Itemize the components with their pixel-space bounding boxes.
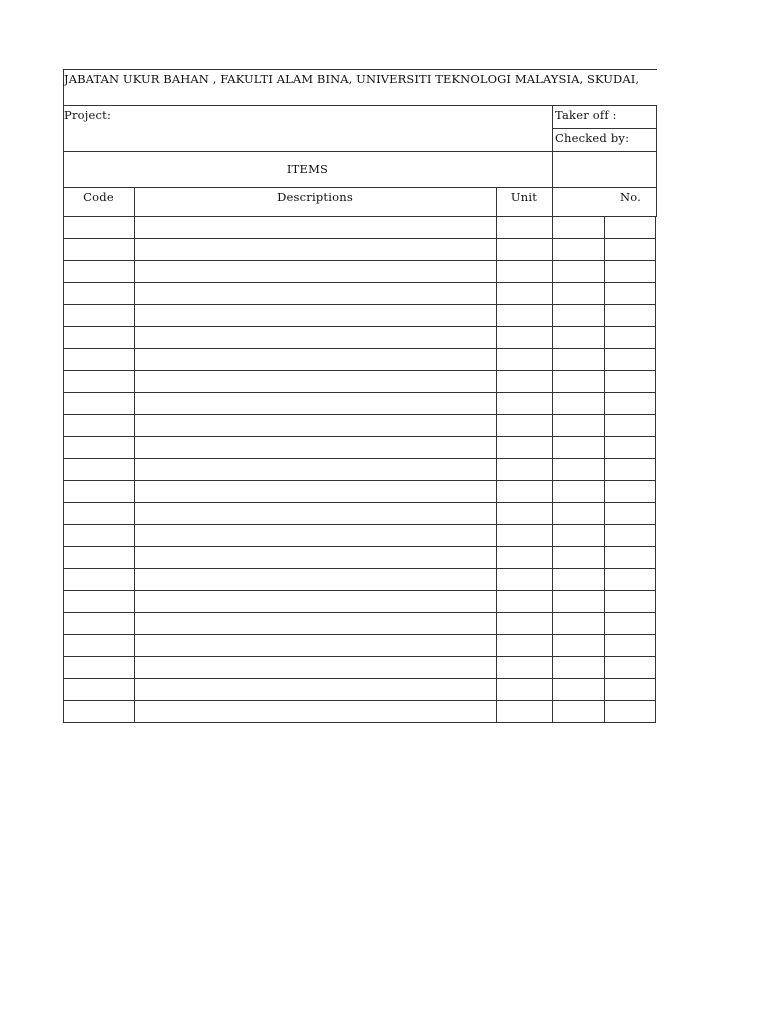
code-cell[interactable] bbox=[63, 701, 134, 723]
qty-cell-a[interactable] bbox=[552, 393, 604, 415]
description-cell[interactable] bbox=[134, 371, 496, 393]
unit-cell[interactable] bbox=[496, 239, 552, 261]
qty-cell-b[interactable] bbox=[604, 657, 656, 679]
items-heading: ITEMS bbox=[286, 162, 329, 176]
unit-cell[interactable] bbox=[496, 503, 552, 525]
code-cell[interactable] bbox=[63, 371, 134, 393]
code-cell[interactable] bbox=[63, 657, 134, 679]
qty-cell-b[interactable] bbox=[604, 613, 656, 635]
description-cell[interactable] bbox=[134, 635, 496, 657]
qty-cell-b[interactable] bbox=[604, 327, 656, 349]
qty-cell-b[interactable] bbox=[604, 547, 656, 569]
qty-cell-a[interactable] bbox=[552, 657, 604, 679]
qty-cell-b[interactable] bbox=[604, 393, 656, 415]
unit-cell[interactable] bbox=[496, 217, 552, 239]
column-header-descriptions: Descriptions bbox=[277, 190, 353, 204]
table-row bbox=[63, 569, 656, 591]
qty-cell-a[interactable] bbox=[552, 635, 604, 657]
qty-cell-a[interactable] bbox=[552, 283, 604, 305]
table-row bbox=[63, 591, 656, 613]
description-cell[interactable] bbox=[134, 327, 496, 349]
unit-cell[interactable] bbox=[496, 547, 552, 569]
qty-cell-b[interactable] bbox=[604, 481, 656, 503]
qty-cell-a[interactable] bbox=[552, 569, 604, 591]
table-row bbox=[63, 481, 656, 503]
qty-cell-a[interactable] bbox=[552, 613, 604, 635]
description-cell[interactable] bbox=[134, 613, 496, 635]
unit-cell[interactable] bbox=[496, 459, 552, 481]
unit-cell[interactable] bbox=[496, 437, 552, 459]
description-cell[interactable] bbox=[134, 481, 496, 503]
description-cell[interactable] bbox=[134, 459, 496, 481]
code-cell[interactable] bbox=[63, 547, 134, 569]
qty-cell-a[interactable] bbox=[552, 217, 604, 239]
qty-cell-b[interactable] bbox=[604, 459, 656, 481]
description-cell[interactable] bbox=[134, 393, 496, 415]
description-cell[interactable] bbox=[134, 679, 496, 701]
description-cell[interactable] bbox=[134, 283, 496, 305]
qty-cell-b[interactable] bbox=[604, 701, 656, 723]
code-cell[interactable] bbox=[63, 679, 134, 701]
code-cell[interactable] bbox=[63, 327, 134, 349]
unit-cell[interactable] bbox=[496, 415, 552, 437]
qty-cell-b[interactable] bbox=[604, 239, 656, 261]
code-cell[interactable] bbox=[63, 239, 134, 261]
qty-cell-a[interactable] bbox=[552, 679, 604, 701]
description-cell[interactable] bbox=[134, 525, 496, 547]
qty-cell-a[interactable] bbox=[552, 261, 604, 283]
code-cell[interactable] bbox=[63, 569, 134, 591]
table-row bbox=[63, 701, 656, 723]
qty-cell-b[interactable] bbox=[604, 503, 656, 525]
table-row bbox=[63, 679, 656, 701]
unit-cell[interactable] bbox=[496, 613, 552, 635]
code-cell[interactable] bbox=[63, 305, 134, 327]
code-cell[interactable] bbox=[63, 437, 134, 459]
column-header-code: Code bbox=[83, 190, 114, 204]
unit-cell[interactable] bbox=[496, 261, 552, 283]
unit-cell[interactable] bbox=[496, 657, 552, 679]
code-cell[interactable] bbox=[63, 459, 134, 481]
description-cell[interactable] bbox=[134, 217, 496, 239]
table-row bbox=[63, 459, 656, 481]
qty-cell-b[interactable] bbox=[604, 305, 656, 327]
items-bottom-border bbox=[63, 187, 657, 188]
description-cell[interactable] bbox=[134, 657, 496, 679]
code-cell[interactable] bbox=[63, 349, 134, 371]
description-cell[interactable] bbox=[134, 261, 496, 283]
code-cell[interactable] bbox=[63, 481, 134, 503]
title-bottom-border bbox=[63, 105, 657, 106]
top-border bbox=[63, 69, 657, 70]
table-row bbox=[63, 657, 656, 679]
qty-cell-a[interactable] bbox=[552, 437, 604, 459]
qty-cell-a[interactable] bbox=[552, 525, 604, 547]
unit-cell[interactable] bbox=[496, 371, 552, 393]
code-cell[interactable] bbox=[63, 217, 134, 239]
unit-cell[interactable] bbox=[496, 591, 552, 613]
qty-cell-a[interactable] bbox=[552, 349, 604, 371]
table-row bbox=[63, 217, 656, 239]
unit-cell[interactable] bbox=[496, 283, 552, 305]
table-row bbox=[63, 415, 656, 437]
qty-cell-b[interactable] bbox=[604, 283, 656, 305]
table-row bbox=[63, 239, 656, 261]
qty-cell-b[interactable] bbox=[604, 261, 656, 283]
taker-off-label: Taker off : bbox=[555, 108, 617, 122]
qty-cell-b[interactable] bbox=[604, 591, 656, 613]
table-row bbox=[63, 437, 656, 459]
qty-cell-a[interactable] bbox=[552, 415, 604, 437]
qty-cell-a[interactable] bbox=[552, 371, 604, 393]
code-cell[interactable] bbox=[63, 635, 134, 657]
description-cell[interactable] bbox=[134, 591, 496, 613]
qty-cell-b[interactable] bbox=[604, 437, 656, 459]
description-cell[interactable] bbox=[134, 437, 496, 459]
qty-cell-a[interactable] bbox=[552, 591, 604, 613]
code-cell[interactable] bbox=[63, 283, 134, 305]
unit-cell[interactable] bbox=[496, 525, 552, 547]
qty-cell-a[interactable] bbox=[552, 239, 604, 261]
unit-cell[interactable] bbox=[496, 327, 552, 349]
table-row bbox=[63, 349, 656, 371]
description-cell[interactable] bbox=[134, 569, 496, 591]
project-right-border bbox=[552, 105, 553, 217]
checked-by-label: Checked by: bbox=[555, 131, 630, 145]
qty-cell-b[interactable] bbox=[604, 679, 656, 701]
table-row bbox=[63, 547, 656, 569]
table-row bbox=[63, 525, 656, 547]
qty-cell-b[interactable] bbox=[604, 349, 656, 371]
description-cell[interactable] bbox=[134, 415, 496, 437]
description-cell[interactable] bbox=[134, 503, 496, 525]
table-row bbox=[63, 261, 656, 283]
taker-off-bottom-border bbox=[552, 128, 657, 129]
description-cell[interactable] bbox=[134, 547, 496, 569]
qty-cell-a[interactable] bbox=[552, 701, 604, 723]
code-cell[interactable] bbox=[63, 525, 134, 547]
description-cell[interactable] bbox=[134, 239, 496, 261]
unit-cell[interactable] bbox=[496, 393, 552, 415]
qty-cell-b[interactable] bbox=[604, 569, 656, 591]
qty-cell-a[interactable] bbox=[552, 459, 604, 481]
unit-cell[interactable] bbox=[496, 569, 552, 591]
table-row bbox=[63, 503, 656, 525]
unit-cell[interactable] bbox=[496, 305, 552, 327]
qty-cell-b[interactable] bbox=[604, 525, 656, 547]
code-cell[interactable] bbox=[63, 261, 134, 283]
qty-cell-b[interactable] bbox=[604, 635, 656, 657]
right-border-upper bbox=[656, 105, 657, 217]
qty-cell-a[interactable] bbox=[552, 305, 604, 327]
description-cell[interactable] bbox=[134, 701, 496, 723]
unit-cell[interactable] bbox=[496, 481, 552, 503]
qty-cell-a[interactable] bbox=[552, 547, 604, 569]
column-header-unit: Unit bbox=[510, 190, 538, 204]
qty-cell-a[interactable] bbox=[552, 481, 604, 503]
description-cell[interactable] bbox=[134, 349, 496, 371]
unit-cell[interactable] bbox=[496, 679, 552, 701]
qty-cell-b[interactable] bbox=[604, 415, 656, 437]
column-header-no: No. bbox=[620, 190, 642, 204]
unit-cell[interactable] bbox=[496, 635, 552, 657]
code-cell[interactable] bbox=[63, 503, 134, 525]
code-cell[interactable] bbox=[63, 415, 134, 437]
project-label: Project: bbox=[64, 108, 112, 122]
qty-cell-a[interactable] bbox=[552, 327, 604, 349]
unit-cell[interactable] bbox=[496, 349, 552, 371]
project-bottom-border bbox=[63, 151, 657, 152]
table-row bbox=[63, 327, 656, 349]
table-row bbox=[63, 613, 656, 635]
qty-cell-a[interactable] bbox=[552, 503, 604, 525]
code-cell[interactable] bbox=[63, 613, 134, 635]
table-row bbox=[63, 635, 656, 657]
description-cell[interactable] bbox=[134, 305, 496, 327]
qty-cell-b[interactable] bbox=[604, 371, 656, 393]
table-row bbox=[63, 283, 656, 305]
table-row bbox=[63, 393, 656, 415]
table-row bbox=[63, 371, 656, 393]
code-cell[interactable] bbox=[63, 591, 134, 613]
table-row bbox=[63, 305, 656, 327]
unit-cell[interactable] bbox=[496, 701, 552, 723]
page-title: JABATAN UKUR BAHAN , FAKULTI ALAM BINA, UNIVERSITI TEKNOLOGI MALAYSIA, SKUDAI, bbox=[64, 72, 640, 86]
code-cell[interactable] bbox=[63, 393, 134, 415]
qty-cell-b[interactable] bbox=[604, 217, 656, 239]
